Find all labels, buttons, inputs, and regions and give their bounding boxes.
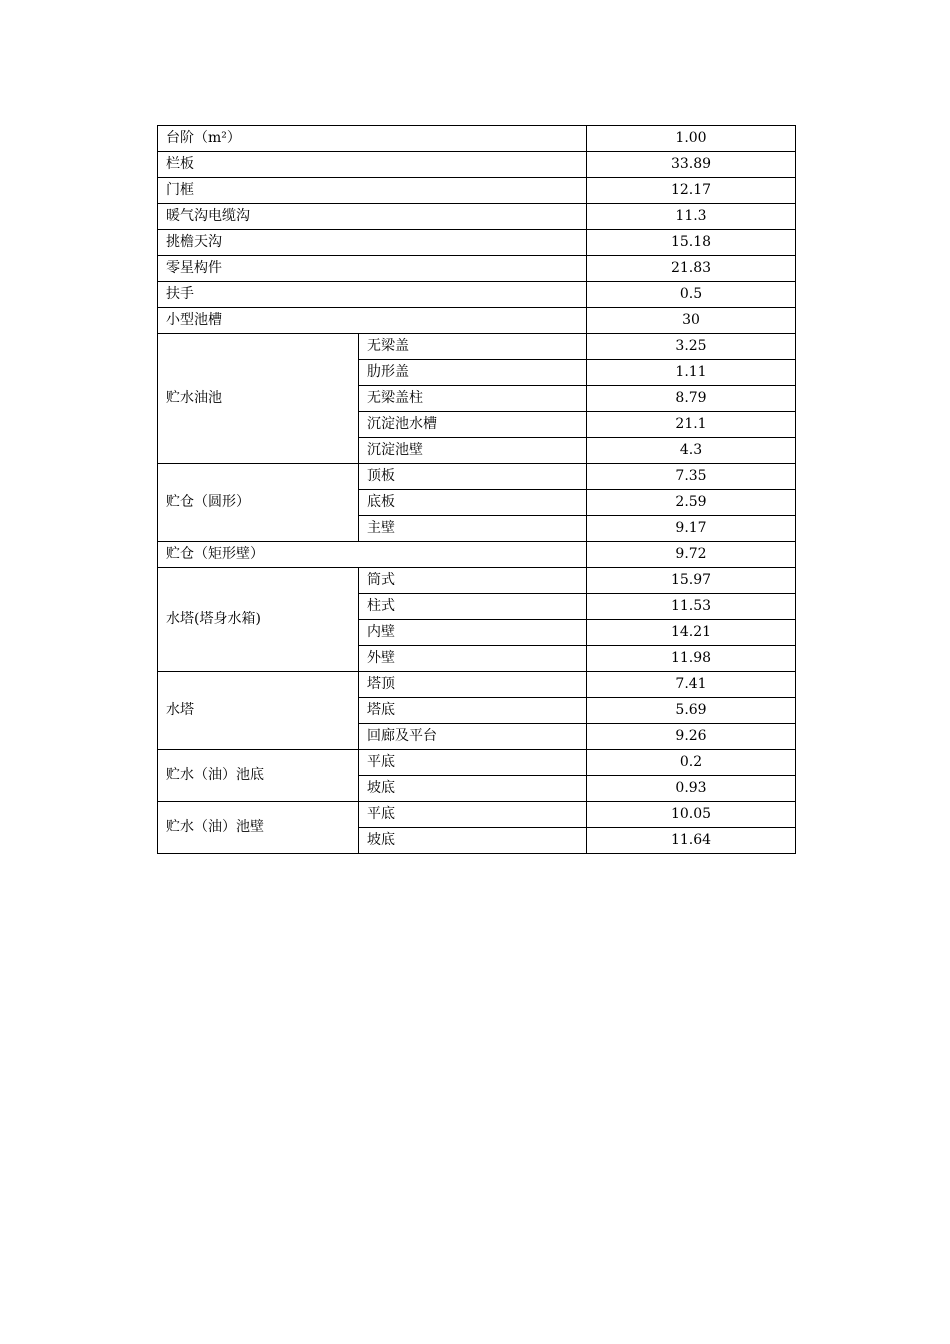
row-value: 5.69 <box>587 698 796 724</box>
row-value: 11.64 <box>587 828 796 854</box>
row-value: 12.17 <box>587 178 796 204</box>
row-value: 10.05 <box>587 802 796 828</box>
row-value: 11.3 <box>587 204 796 230</box>
table-row <box>158 256 796 282</box>
table-row <box>158 204 796 230</box>
sub-label: 外壁 <box>359 646 587 672</box>
row-value: 21.83 <box>587 256 796 282</box>
row-value: 3.25 <box>587 334 796 360</box>
row-value: 21.1 <box>587 412 796 438</box>
row-value: 9.72 <box>587 542 796 568</box>
table-row <box>158 230 796 256</box>
row-value: 1.11 <box>587 360 796 386</box>
row-value: 1.00 <box>587 126 796 152</box>
sub-label: 回廊及平台 <box>359 724 587 750</box>
sub-label: 坡底 <box>359 828 587 854</box>
data-table <box>157 125 796 854</box>
sub-label: 无梁盖柱 <box>359 386 587 412</box>
row-value: 15.18 <box>587 230 796 256</box>
row-value: 7.35 <box>587 464 796 490</box>
sub-label: 肋形盖 <box>359 360 587 386</box>
sub-label: 坡底 <box>359 776 587 802</box>
row-label: 贮仓（矩形壁） <box>158 542 587 568</box>
sub-label: 柱式 <box>359 594 587 620</box>
sub-label: 塔顶 <box>359 672 587 698</box>
sub-label: 内壁 <box>359 620 587 646</box>
table-row <box>158 542 796 568</box>
group-label: 水塔 <box>158 672 359 750</box>
sub-label: 塔底 <box>359 698 587 724</box>
table-row <box>158 464 796 490</box>
sub-label: 主壁 <box>359 516 587 542</box>
row-label: 门框 <box>158 178 587 204</box>
sub-label: 平底 <box>359 750 587 776</box>
table-row <box>158 152 796 178</box>
sub-label: 筒式 <box>359 568 587 594</box>
row-value: 2.59 <box>587 490 796 516</box>
group-label: 贮仓（圆形） <box>158 464 359 542</box>
row-value: 0.93 <box>587 776 796 802</box>
row-label: 扶手 <box>158 282 587 308</box>
table-row <box>158 750 796 776</box>
table-row <box>158 308 796 334</box>
group-label: 贮水（油）池壁 <box>158 802 359 854</box>
group-label: 贮水油池 <box>158 334 359 464</box>
row-value: 15.97 <box>587 568 796 594</box>
sub-label: 底板 <box>359 490 587 516</box>
row-label: 台阶（m²） <box>158 126 587 152</box>
row-value: 0.2 <box>587 750 796 776</box>
row-label: 暖气沟电缆沟 <box>158 204 587 230</box>
row-value: 7.41 <box>587 672 796 698</box>
group-label: 水塔(塔身水箱) <box>158 568 359 672</box>
table-row <box>158 568 796 594</box>
sub-label: 沉淀池壁 <box>359 438 587 464</box>
group-label: 贮水（油）池底 <box>158 750 359 802</box>
row-value: 33.89 <box>587 152 796 178</box>
row-value: 4.3 <box>587 438 796 464</box>
row-value: 11.53 <box>587 594 796 620</box>
sub-label: 沉淀池水槽 <box>359 412 587 438</box>
table-row <box>158 334 796 360</box>
row-value: 14.21 <box>587 620 796 646</box>
row-value: 9.17 <box>587 516 796 542</box>
row-label: 挑檐天沟 <box>158 230 587 256</box>
row-label: 零星构件 <box>158 256 587 282</box>
row-value: 11.98 <box>587 646 796 672</box>
row-value: 9.26 <box>587 724 796 750</box>
table-row <box>158 126 796 152</box>
sub-label: 平底 <box>359 802 587 828</box>
sub-label: 无梁盖 <box>359 334 587 360</box>
table-row <box>158 282 796 308</box>
table-row <box>158 178 796 204</box>
row-value: 30 <box>587 308 796 334</box>
row-label: 栏板 <box>158 152 587 178</box>
sub-label: 顶板 <box>359 464 587 490</box>
row-value: 0.5 <box>587 282 796 308</box>
row-value: 8.79 <box>587 386 796 412</box>
table-row <box>158 672 796 698</box>
table-row <box>158 802 796 828</box>
row-label: 小型池槽 <box>158 308 587 334</box>
